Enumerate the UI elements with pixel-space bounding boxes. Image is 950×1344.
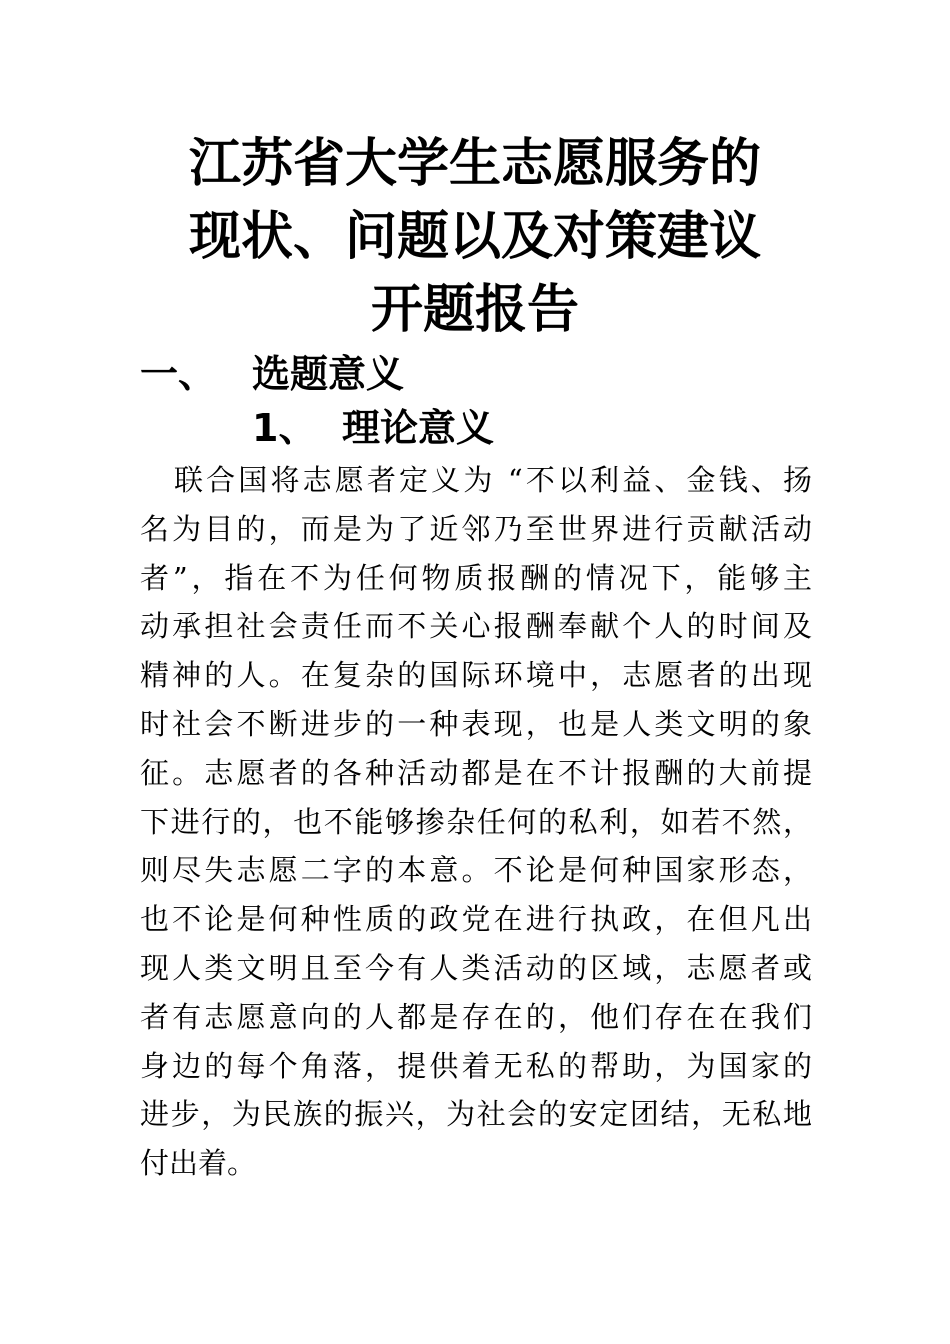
paragraph-line: 则尽失志愿二字的本意。不论是何种国家形态，	[140, 853, 812, 888]
section-number: 一、	[140, 352, 217, 396]
title-line-2: 现状、问题以及对策建议	[188, 207, 761, 267]
paragraph-line: 付出着。	[140, 1146, 257, 1181]
section-heading	[140, 346, 404, 402]
paragraph-line: 精神的人。在复杂的国际环境中，志愿者的出现	[140, 658, 812, 693]
subsection-heading	[252, 400, 494, 456]
paragraph-line: 动承担社会责任而不关心报酬奉献个人的时间及	[140, 609, 812, 644]
subsection-number: 1、	[252, 406, 317, 450]
paragraph-line: 身边的每个角落，提供着无私的帮助，为国家的	[140, 1048, 812, 1083]
paragraph-line: 时社会不断进步的一种表现，也是人类文明的象	[140, 706, 812, 741]
title-line-3: 开题报告	[370, 280, 579, 340]
paragraph-line: 进步，为民族的振兴，为社会的安定团结，无私地	[140, 1097, 812, 1132]
paragraph-line: 现人类文明且至今有人类活动的区域，志愿者或	[140, 950, 812, 985]
subsection-title: 理论意义	[342, 406, 495, 450]
title-line-1: 江苏省大学生志愿服务的	[188, 134, 761, 194]
paragraph-line: 征。志愿者的各种活动都是在不计报酬的大前提	[140, 755, 812, 790]
paragraph-line: 者”，指在不为任何物质报酬的情况下，能够主	[140, 560, 812, 595]
paragraph-line: 下进行的，也不能够掺杂任何的私利，如若不然，	[140, 804, 812, 839]
body-paragraph	[140, 456, 812, 1188]
paragraph-line: 名为目的，而是为了近邻乃至世界进行贡献活动	[140, 511, 812, 546]
paragraph-line: 也不论是何种性质的政党在进行执政，在但凡出	[140, 902, 812, 937]
paragraph-line: 联合国将志愿者定义为 “不以利益、金钱、扬	[174, 463, 812, 497]
document-title	[130, 128, 820, 347]
paragraph-line: 者有志愿意向的人都是存在的，他们存在在我们	[140, 999, 812, 1034]
section-title: 选题意义	[252, 352, 405, 396]
